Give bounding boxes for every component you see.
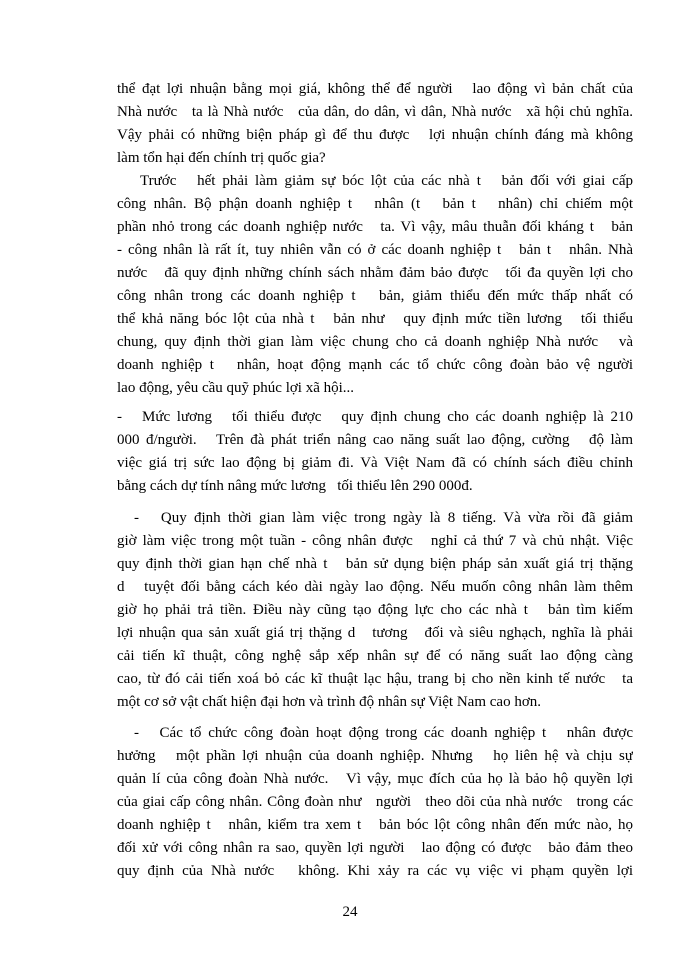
bullet-1-line-4: bằng cách dự tính nâng mức lương tối thiểu lên 290 000đ. [117,478,473,494]
bullet-3-line-7: quy định của Nhà nước không. Khi xảy ra các vụ việc vi phạm quyền lợi [117,863,633,879]
bullet-2-line-7: cải tiến kĩ thuật, công nghệ sắp xếp nhân sự để có năng suất lao động càng [117,648,633,664]
paragraph-2-line-6: công nhân trong các doanh nghiệp t bản, giảm thiểu đến mức thấp nhất có [117,288,633,304]
paragraph-2-line-4: - công nhân là rất ít, tuy nhiên vẫn có ở các doanh nghiệp t bản t nhân. Nhà [117,242,633,258]
bullet-2-line-3: quy định thời gian hạn chế nhà t bản sử dụng biện pháp sản xuất giá trị thặng [117,556,633,572]
bullet-2-line-6: lợi nhuận qua sản xuất giá trị thặng d tương đối và siêu nghạch, nghĩa là phải [117,625,633,641]
bullet-2-line-8: cao, từ đó cải tiến xoá bỏ các kĩ thuật lạc hậu, trang bị cho nền kinh tế nước ta [117,671,633,687]
bullet-2-line-4: d tuyệt đối bằng cách kéo dài ngày lao động. Nếu muốn công nhân làm thêm [117,579,633,595]
bullet-3-line-6: đối xử với công nhân ra sao, quyền lợi người lao động có được bảo đảm theo [117,840,633,856]
bullet-3-line-1: - Các tổ chức công đoàn hoạt động trong các doanh nghiệp t nhân được [134,725,633,741]
bullet-2-line-1: - Quy định thời gian làm việc trong ngày là 8 tiếng. Và vừa rồi đã giảm [134,510,633,526]
paragraph-1-line-3: Vậy phải có những biện pháp gì để thu được lợi nhuận chính đáng mà không [117,127,633,143]
bullet-3-line-4: của giai cấp công nhân. Công đoàn như người theo dõi của nhà nước trong các [117,794,633,810]
bullet-2-line-2: giờ làm việc trong một tuần - công nhân được nghỉ cả thứ 7 và chủ nhật. Việc [117,533,633,549]
paragraph-1-line-4: làm tổn hại đến chính trị quốc gia? [117,150,326,166]
paragraph-2-line-5: nước đã quy định những chính sách nhằm đảm bảo được tối đa quyền lợi cho [117,265,633,281]
bullet-3-line-2: hưởng một phần lợi nhuận của doanh nghiệp. Nhưng họ liên hệ và chịu sự [117,748,633,764]
paragraph-2-line-3: phần nhỏ trong các doanh nghiệp nước ta. Vì vậy, mâu thuẫn đối kháng t bản [117,219,633,235]
bullet-1-line-2: 000 đ/người. Trên đà phát triển nâng cao năng suất lao động, cường độ làm [117,432,633,448]
paragraph-2-line-8: chung, quy định thời gian làm việc chung cho cả doanh nghiệp Nhà nước và [117,334,633,350]
bullet-1-line-3: việc giá trị sức lao động bị giảm đi. Và Việt Nam đã có chính sách điều chỉnh [117,455,633,471]
bullet-3-line-5: doanh nghiệp t nhân, kiểm tra xem t bản bóc lột công nhân đến mức nào, họ [117,817,633,833]
bullet-2-line-9: một cơ sở vật chất hiện đại hơn và trình độ nhân sự Việt Nam cao hơn. [117,694,542,710]
bullet-1-line-1: - Mức lương tối thiểu được quy định chung cho các doanh nghiệp là 210 [117,409,633,425]
bullet-3-line-3: quản lí của công đoàn Nhà nước. Vì vậy, mục đích của họ là bảo hộ quyền lợi [117,771,633,787]
paragraph-1-line-2: Nhà nước ta là Nhà nước của dân, do dân, vì dân, Nhà nước xã hội chủ nghĩa. [117,104,633,120]
paragraph-2-line-10: lao động, yêu cầu quỹ phúc lợi xã hội... [117,380,355,396]
page-number: 24 [342,904,358,920]
paragraph-2-line-7: thể khả năng bóc lột của nhà t bản như quy định mức tiền lương tối thiểu [117,311,633,327]
paragraph-2-line-2: công nhân. Bộ phận doanh nghiệp t nhân (t bản t nhân) chỉ chiếm một [117,196,633,212]
paragraph-2-line-1: Trước hết phải làm giảm sự bóc lột của các nhà t bản đối với giai cấp [140,173,633,189]
paragraph-1-line-1: thể đạt lợi nhuận bằng mọi giá, không thể để người lao động vì bản chất của [117,81,633,97]
bullet-2-line-5: giờ họ phải trả tiền. Điều này cũng tạo động lực cho các nhà t bản tìm kiếm [117,602,633,618]
paragraph-2-line-9: doanh nghiệp t nhân, hoạt động mạnh các tổ chức công đoàn bảo vệ người [117,357,633,373]
